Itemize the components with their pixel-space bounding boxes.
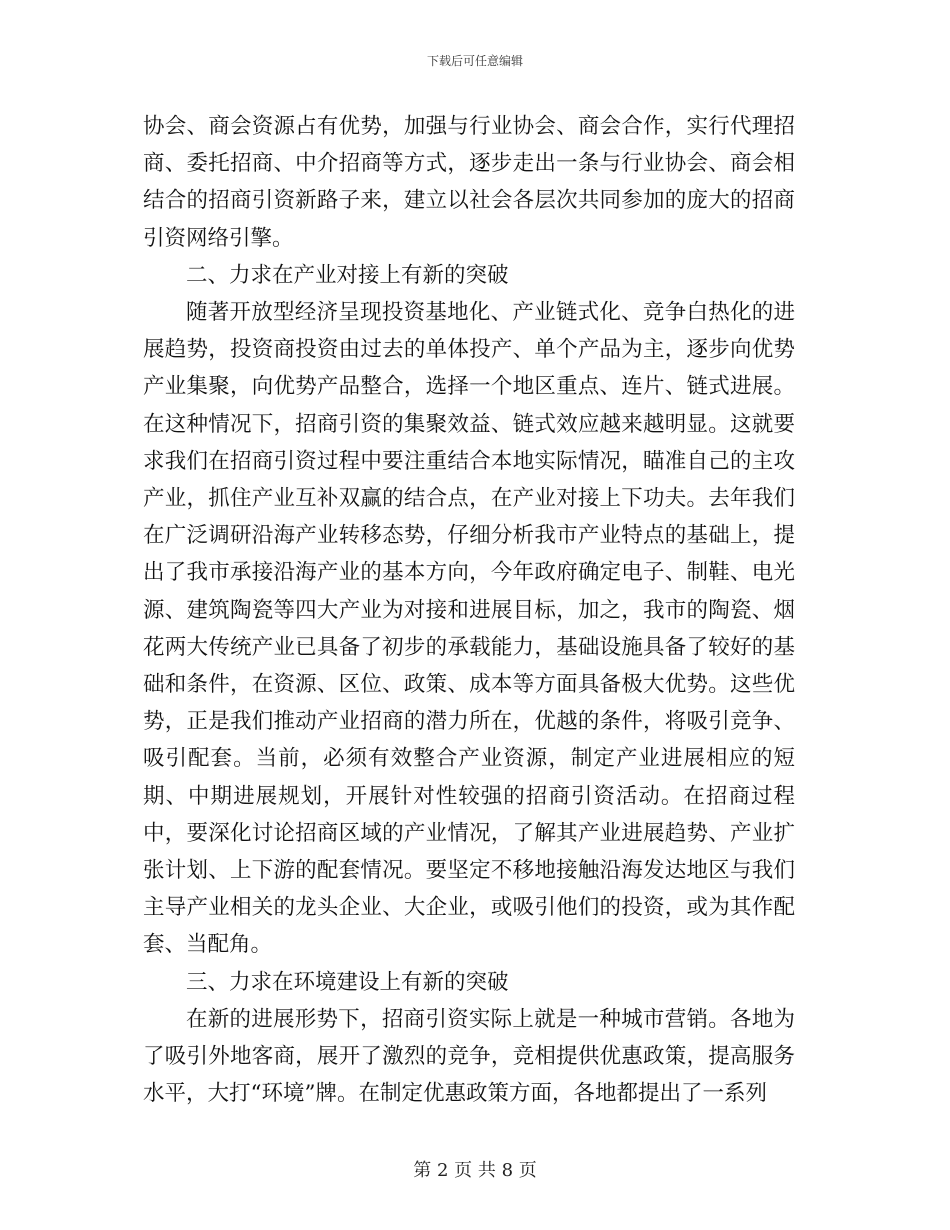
page-header: 下载后可任意编辑 <box>426 54 523 68</box>
page-footer: 第 2 页 共 8 页 <box>413 1160 537 1181</box>
paragraph-2: 随著开放型经济呈现投资基地化、产业链式化、竞争白热化的进展趋势，投资商投资由过去的单体投产、单个产品为主，逐步向优势产业集聚，向优势产品整合，选择一个地区重点、连片、链式进展。在这种情况下，招商引资的集聚效益、链式效应越来越明显。这就要求我们在招商引资过程中要注重结合本地实际情况，瞄准自己的主攻产业，抓住产业互补双赢的结合点，在产业对接上下功夫。去年我们在广泛调研沿海产业转移态势，仔细分析我市产业特点的基础上，提出了我市承接沿海产业的基本方向，今年政府确定电子、制鞋、电光源、建筑陶瓷等四大产业为对接和进展目标，加之，我市的陶瓷、烟花两大传统产业已具备了初步的承载能力，基础设施具备了较好的基础和条件，在资源、区位、政策、成本等方面具备极大优势。这些优势，正是我们推动产业招商的潜力所在，优越的条件，将吸引竞争、吸引配套。当前，必须有效整合产业资源，制定产业进展相应的短期、中期进展规划，开展针对性较强的招商引资活动。在招商过程中，要深化讨论招商区域的产业情况，了解其产业进展趋势、产业扩张计划、上下游的配套情况。要坚定不移地接触沿海发达地区与我们主导产业相关的龙头企业、大企业，或吸引他们的投资，或为其作配套、当配角。 <box>143 300 795 958</box>
paragraph-1: 协会、商会资源占有优势，加强与行业协会、商会合作，实行代理招商、委托招商、中介招商等方式，逐步走出一条与行业协会、商会相结合的招商引资新路子来，建立以社会各层次共同参加的庞大的招商引资网络引擎。 <box>143 114 795 251</box>
section-heading-3: 三、力求在环境建设上有新的突破 <box>186 969 509 995</box>
section-heading-2: 二、力求在产业对接上有新的突破 <box>186 262 509 288</box>
paragraph-3: 在新的进展形势下，招商引资实际上就是一种城市营销。各地为了吸引外地客商，展开了激烈的竞争，竞相提供优惠政策，提高服务水平，大打“环境”牌。在制定优惠政策方面，各地都提出了一系列 <box>143 1006 795 1107</box>
document-body <box>143 108 795 1112</box>
